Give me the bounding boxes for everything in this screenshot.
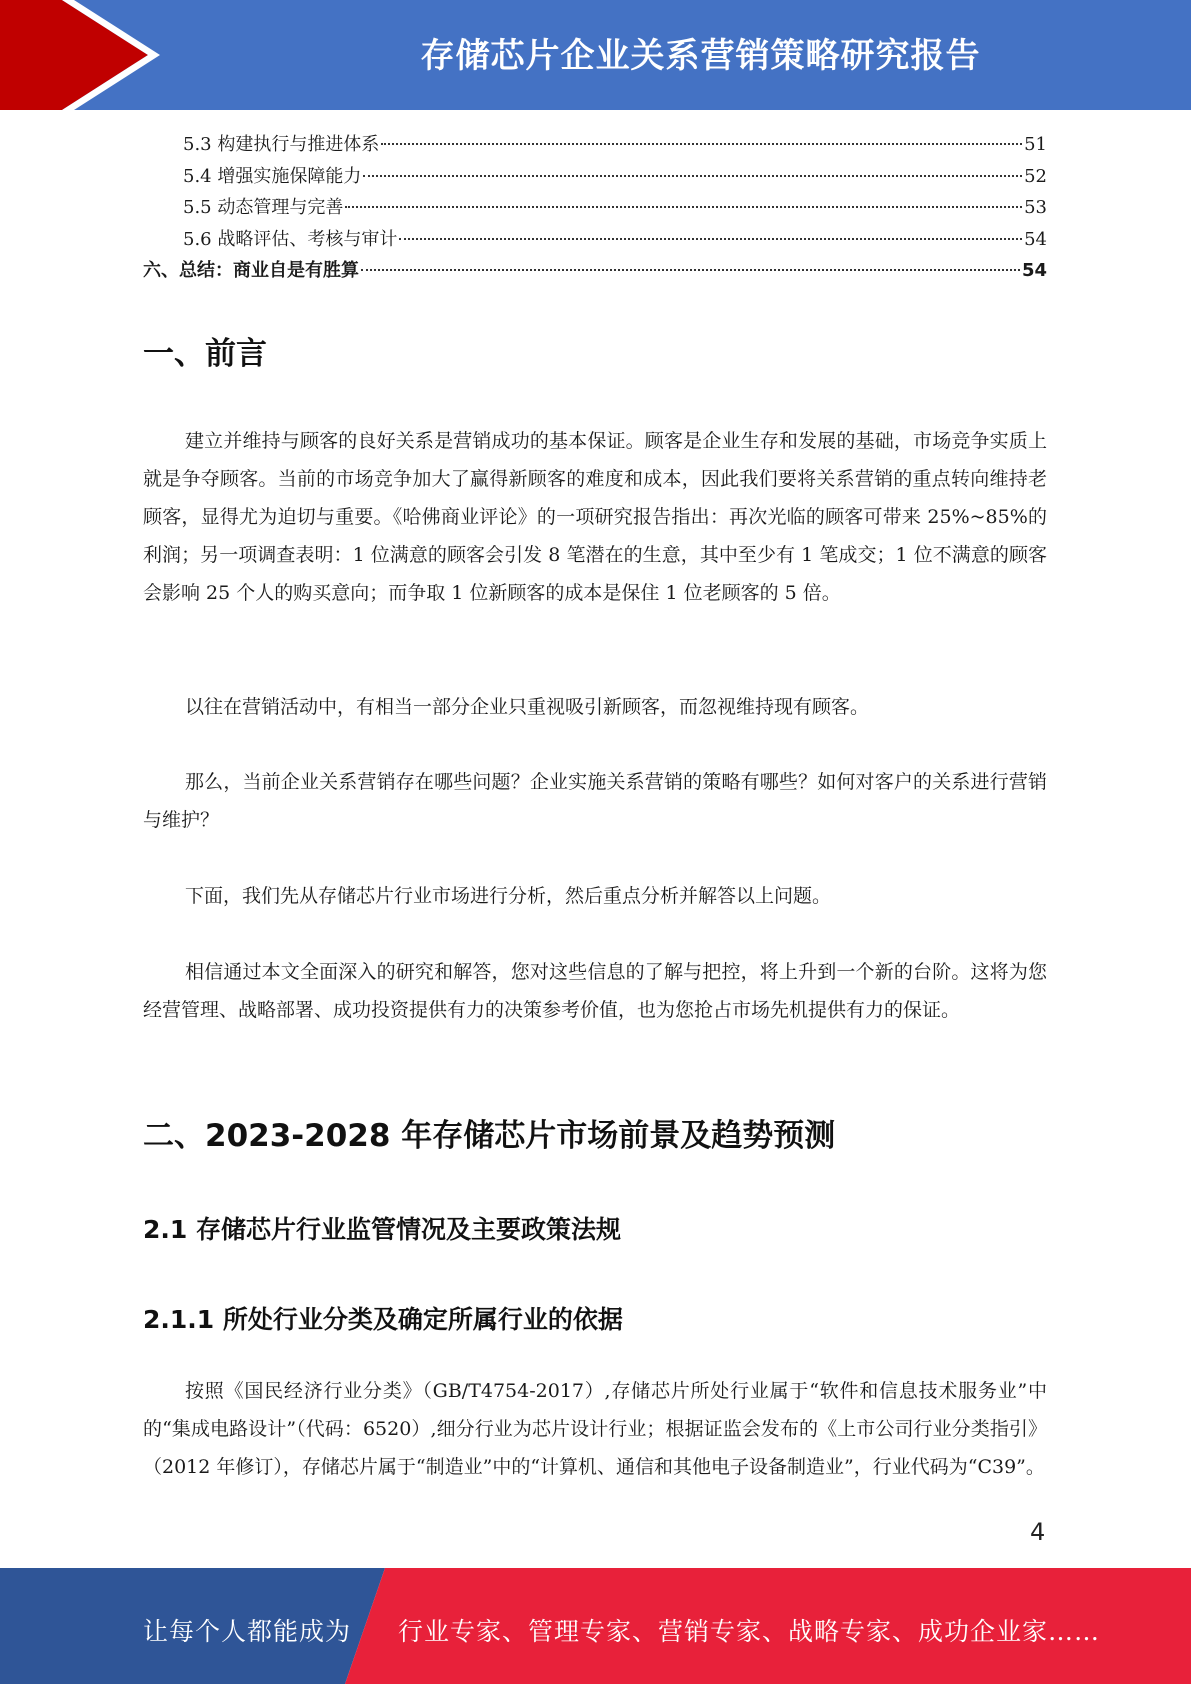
toc-leader-dots (381, 143, 1022, 145)
toc-entry-page: 54 (1024, 228, 1047, 250)
toc-leader-dots (363, 175, 1022, 177)
page-number: 4 (1030, 1518, 1046, 1546)
toc-entry-label: 5.5 动态管理与完善 (183, 197, 344, 218)
section-heading-market-outlook: 二、2023-2028 年存储芯片市场前景及趋势预测 (143, 1118, 836, 1154)
toc-entry-page: 53 (1024, 197, 1047, 218)
section-heading-preface: 一、前言 (143, 336, 267, 372)
toc-entry[interactable] (143, 193, 1047, 225)
subsection-heading: 2.1 存储芯片行业监管情况及主要政策法规 (143, 1215, 621, 1244)
toc-entry-label: 5.6 战略评估、考核与审计 (183, 228, 398, 250)
toc-leader-dots (399, 238, 1022, 240)
toc-entry[interactable] (143, 130, 1047, 162)
toc-leader-dots (345, 206, 1022, 208)
toc-entry[interactable] (143, 225, 1047, 257)
toc-entry-page: 54 (1021, 260, 1047, 281)
footer-slogan-right: 行业专家、管理专家、营销专家、战略专家、成功企业家…… (398, 1617, 1101, 1646)
page-header (0, 0, 1191, 110)
header-title: 存储芯片企业关系营销策略研究报告 (420, 36, 981, 76)
toc-entry[interactable] (143, 162, 1047, 194)
toc-entry-chapter[interactable] (143, 256, 1047, 288)
paragraph: 那么，当前企业关系营销存在哪些问题？企业实施关系营销的策略有哪些？如何对客户的关系进行营销与维护？ (143, 771, 1047, 831)
toc-entry-page: 52 (1024, 165, 1047, 187)
toc-entry-label: 5.3 构建执行与推进体系 (183, 134, 380, 155)
toc-entry-label: 六、总结：商业自是有胜算 (143, 260, 359, 281)
paragraph: 下面，我们先从存储芯片行业市场进行分析，然后重点分析并解答以上问题。 (185, 885, 832, 907)
paragraph: 按照《国民经济行业分类》（GB/T4754-2017）,存储芯片所处行业属于“软件和信息技术服务业”中的“集成电路设计”（代码：6520）,细分行业为芯片设计行业；根据证监会发布的《上市公司行业分类指引》（2012 年修订），存储芯片属于“制造业”中的“计算机、通信和其他电子设备制造业”，行业代码为“C39”。 (143, 1380, 1047, 1478)
paragraph: 以往在营销活动中，有相当一部分企业只重视吸引新顾客，而忽视维持现有顾客。 (185, 696, 870, 718)
page-footer (0, 1568, 1191, 1684)
subsubsection-heading: 2.1.1 所处行业分类及确定所属行业的依据 (143, 1305, 623, 1334)
paragraph: 建立并维持与顾客的良好关系是营销成功的基本保证。顾客是企业生存和发展的基础，市场竞争实质上就是争夺顾客。当前的市场竞争加大了赢得新顾客的难度和成本，因此我们要将关系营销的重点转向维持老顾客，显得尤为迫切与重要。《哈佛商业评论》的一项研究报告指出：再次光临的顾客可带来 25%~85%的利润；另一项调查表明：1 位满意的顾客会引发 8 笔潜在的生意，其中至少有 1 笔成交；1 位不满意的顾客会影响 25 个人的购买意向；而争取 1 位新顾客的成本是保住 1 位老顾客的 5 倍。 (143, 430, 1047, 604)
paragraph: 相信通过本文全面深入的研究和解答，您对这些信息的了解与把控，将上升到一个新的台阶。这将为您经营管理、战略部署、成功投资提供有力的决策参考价值，也为您抢占市场先机提供有力的保证。 (143, 961, 1047, 1021)
toc-leader-dots (361, 269, 1020, 271)
footer-slogan-left: 让每个人都能成为 (143, 1617, 352, 1646)
table-of-contents (143, 130, 1047, 288)
toc-entry-page: 51 (1024, 134, 1047, 155)
toc-entry-label: 5.4 增强实施保障能力 (183, 165, 362, 187)
